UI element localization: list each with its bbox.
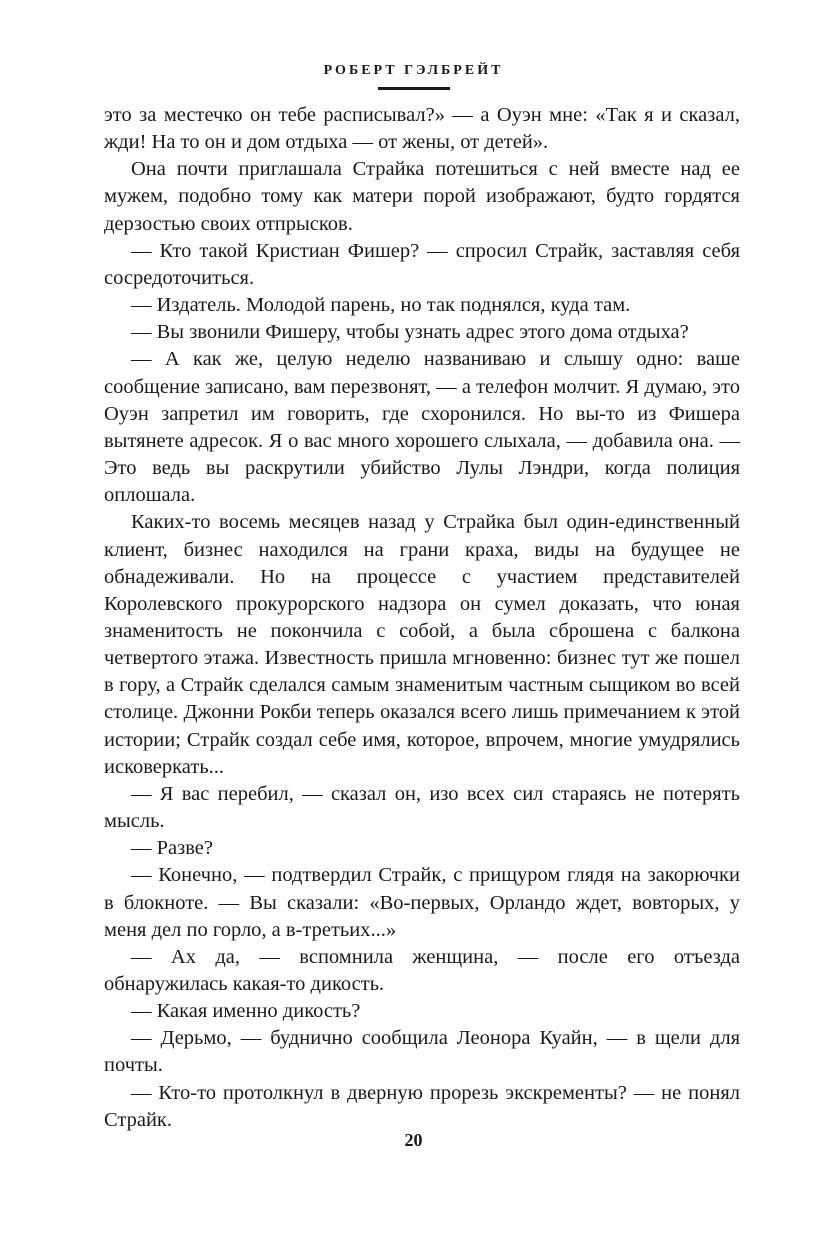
dialogue-line: — Какая именно дикость? [131,1000,361,1023]
running-header: РОБЕРТ ГЭЛБРЕЙТ [323,63,504,78]
dialogue-line: — Дерьмо, — буднично сообщила Леонора Куайн, — в щели для почты. [104,1027,740,1077]
dialogue-line: — Ах да, — вспомнила женщина, — после его отъезда обнаружилась какая-то дикость. [104,945,740,995]
dialogue-line: — Конечно, — подтвердил Страйк, с прищуром глядя на закорючки в блокноте. — Вы сказали: «Во-первых, Орландо ждет, вовторых, у меня дел по горло, а в-третьих...» [104,864,740,941]
dialogue-line: — Вы звонили Фишеру, чтобы узнать адрес этого дома отдыха? [131,321,689,344]
header-rule [378,87,450,90]
paragraph: Она почти приглашала Страйка потешиться с ней вместе над ее мужем, подобно тому как матери порой изображают, будто гордятся дерзостью своих отпрысков. [104,158,740,235]
dialogue-line: — Кто такой Кристиан Фишер? — спросил Страйк, заставляя себя сосредоточиться. [104,239,740,289]
dialogue-line: — Издатель. Молодой парень, но так поднялся, куда там. [131,294,631,317]
body-text [104,102,740,1134]
dialogue-line: — Я вас перебил, — сказал он, изо всех сил стараясь не потерять мысль. [104,782,740,833]
dialogue-line: — Кто-то протолкнул в дверную прорезь экскременты? — не понял Страйк. [104,1081,740,1131]
paragraph: Каких-то восемь месяцев назад у Страйка был один-единственный клиент, бизнес находился на грани краха, виды на будущее не обнадеживали. Но на процессе с участием представителей Королевского прокурорского надзора он сумел доказать, что юная знаменитость не покончила с собой, а была сброшена с балкона четвертого этажа. Известность пришла мгновенно: бизнес тут же пошел в гору, а Страйк сделался самым знаменитым частным сыщиком во всей столице. Джонни Рокби теперь оказался всего лишь примечанием к этой истории; Страйк создал себе имя, которое, впрочем, многие умудрялись исковеркать... [104,511,740,778]
page-number: 20 [404,1130,423,1150]
dialogue-line: — А как же, целую неделю названиваю и слышу одно: ваше сообщение записано, вам перезвонят, — а телефон молчит. Я думаю, это Оуэн запретил им говорить, где схоронился. Но вы-то из Фишера вытянете адресок. Я о вас много хорошего слыхала, — добавила она. — Это ведь вы раскрутили убийство Лулы Лэндри, когда полиция оплошала. [104,348,740,507]
paragraph-continuation: это за местечко он тебе расписывал?» — а Оуэн мне: «Так я и сказал, жди! На то он и дом отдыха — от жены, от детей». [104,104,740,154]
dialogue-line: — Разве? [131,837,213,860]
